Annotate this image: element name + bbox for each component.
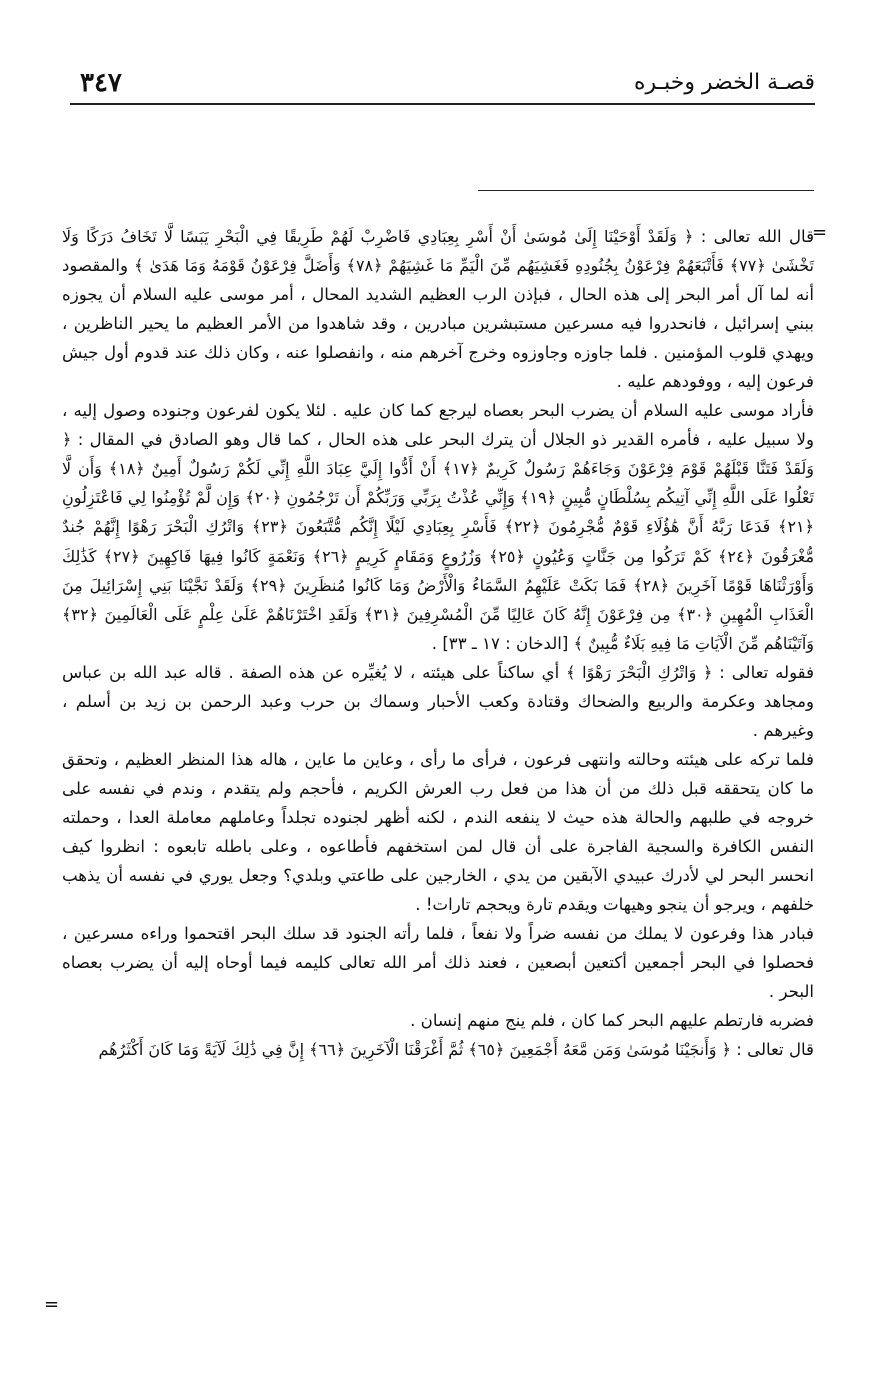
paragraph: قال تعالى : ﴿ وَأَنجَيْنَا مُوسَىٰ وَمَن مَّعَهُ أَجْمَعِينَ ﴿٦٥﴾ ثُمَّ أَغْرَقْنَا الْآخَرِينَ ﴿٦٦﴾ إِنَّ فِي ذَٰلِكَ لَآيَةً وَمَا كَانَ أَكْثَرُهُم: [98, 1040, 814, 1060]
paragraph: فضربه فارتطم عليهم البحر كما كان ، فلم ينج منهم إنسان .: [410, 1011, 814, 1031]
footnote-separator: [478, 190, 814, 191]
paragraph: فبادر هذا وفرعون لا يملك من نفسه ضراً ولا نفعاً ، فلما رأته الجنود قد سلك البحر اقتحموا وراءه مسرعين ، فحصلوا في البحر أجمعين أكتعين أبصعين ، فعند ذلك أمر الله تعالى كليمه فيما أوحاه إليه أن يضرب بعصاه البحر .: [62, 924, 814, 1002]
paragraph: قال الله تعالى : ﴿ وَلَقَدْ أَوْحَيْنَا إِلَىٰ مُوسَىٰ أَنْ أَسْرِ بِعِبَادِي فَاضْرِبْ لَهُمْ طَرِيقًا فِي الْبَحْرِ يَبَسًا لَّا تَخَافُ دَرَكًا وَلَا تَخْشَىٰ ﴿٧٧﴾ فَأَتْبَعَهُمْ فِرْعَوْنُ بِجُنُودِهِ فَغَشِيَهُم مِّنَ الْيَمِّ مَا غَشِيَهُمْ ﴿٧٨﴾ وَأَضَلَّ فِرْعَوْنُ قَوْمَهُ وَمَا هَدَىٰ ﴾ والمقصود أنه لما آل أمر البحر إلى هذه الحال ، فبإذن الرب العظيم الشديد المحال ، أمر موسى عليه السلام أن يجوزه ببني إسرائيل ، فانحدروا فيه مسرعين مستبشرين مبادرين ، وقد شاهدوا من الأمر العظيم ما يحير الناظرين ، ويهدي قلوب المؤمنين . فلما جاوزه وجاوزوه وخرج آخرهم منه ، وانفصلوا عنه ، وكان ذلك عند قدوم أول جيش فرعون إليه ، ووفودهم عليه .: [62, 227, 815, 392]
continuation-mark-top: =: [812, 222, 828, 243]
quran-verse: ﴿ وَلَقَدْ أَوْحَيْنَا إِلَىٰ مُوسَىٰ أَنْ أَسْرِ بِعِبَادِي فَاضْرِبْ لَهُمْ طَرِيقًا فِي الْبَحْرِ يَبَسًا لَّا تَخَافُ دَرَكًا وَلَا تَخْشَىٰ ﴿٧٧﴾ فَأَتْبَعَهُمْ فِرْعَوْنُ بِجُنُودِهِ فَغَشِيَهُم مِّنَ الْيَمِّ مَا غَشِيَهُمْ ﴿٧٨﴾ وَأَضَلَّ فِرْعَوْنُ قَوْمَهُ وَمَا هَدَىٰ ﴾: [62, 227, 815, 276]
paragraph: فقوله تعالى : ﴿ وَاتْرُكِ الْبَحْرَ رَهْوًا ﴾ أي ساكناً على هيئته ، لا يُغيِّره عن هذه الصفة . قاله عبد الله بن عباس ومجاهد وعكرمة والربيع والضحاك وقتادة وكعب الأحبار وسماك بن حرب وعبد الرحمن بن زيد بن أسلم ، وغيرهم .: [62, 662, 814, 740]
surah-citation: [الدخان : ١٧ ـ ٣٣] .: [431, 633, 574, 653]
quran-verse: ﴿ وَأَنجَيْنَا مُوسَىٰ وَمَن مَّعَهُ أَجْمَعِينَ ﴿٦٥﴾ ثُمَّ أَغْرَقْنَا الْآخَرِينَ ﴿٦٦﴾ إِنَّ فِي ذَٰلِكَ لَآيَةً وَمَا كَانَ أَكْثَرُهُم: [98, 1040, 731, 1060]
quran-verse: ﴿ وَلَقَدْ فَتَنَّا قَبْلَهُمْ قَوْمَ فِرْعَوْنَ وَجَاءَهُمْ رَسُولٌ كَرِيمٌ ﴿١٧﴾ أَنْ أَدُّوا إِلَيَّ عِبَادَ اللَّهِ إِنِّي لَكُمْ رَسُولٌ أَمِينٌ ﴿١٨﴾ وَأَن لَّا تَعْلُوا عَلَى اللَّهِ إِنِّي آتِيكُم بِسُلْطَانٍ مُّبِينٍ ﴿١٩﴾ وَإِنِّي عُذْتُ بِرَبِّي وَرَبِّكُمْ أَن تَرْجُمُونِ ﴿٢٠﴾ وَإِن لَّمْ تُؤْمِنُوا لِي فَاعْتَزِلُونِ ﴿٢١﴾ فَدَعَا رَبَّهُ أَنَّ هَٰؤُلَاءِ قَوْمٌ مُّجْرِمُونَ ﴿٢٢﴾ فَأَسْرِ بِعِبَادِي لَيْلًا إِنَّكُم مُّتَّبَعُونَ ﴿٢٣﴾ وَاتْرُكِ الْبَحْرَ رَهْوًا إِنَّهُمْ جُندٌ مُّغْرَقُونَ ﴿٢٤﴾ كَمْ تَرَكُوا مِن جَنَّاتٍ وَعُيُونٍ ﴿٢٥﴾ وَزُرُوعٍ وَمَقَامٍ كَرِيمٍ ﴿٢٦﴾ وَنَعْمَةٍ كَانُوا فِيهَا فَاكِهِينَ ﴿٢٧﴾ كَذَٰلِكَ وَأَوْرَثْنَاهَا قَوْمًا آخَرِينَ ﴿٢٨﴾ فَمَا بَكَتْ عَلَيْهِمُ السَّمَاءُ وَالْأَرْضُ وَمَا كَانُوا مُنظَرِينَ ﴿٢٩﴾ وَلَقَدْ نَجَّيْنَا بَنِي إِسْرَائِيلَ مِنَ الْعَذَابِ الْمُهِينِ ﴿٣٠﴾ مِن فِرْعَوْنَ إِنَّهُ كَانَ عَالِيًا مِّنَ الْمُسْرِفِينَ ﴿٣١﴾ وَلَقَدِ اخْتَرْنَاهُمْ عَلَىٰ عِلْمٍ عَلَى الْعَالَمِينَ ﴿٣٢﴾ وَآتَيْنَاهُم مِّنَ الْآيَاتِ مَا فِيهِ بَلَاءٌ مُّبِينٌ ﴾: [62, 430, 815, 653]
header-rule: [70, 103, 815, 105]
paragraph: فلما تركه على هيئته وحالته وانتهى فرعون ، فرأى ما رأى ، وعاين ما عاين ، هاله هذا المنظر العظيم ، وتحقق ما كان يتحققه قبل ذلك من أن هذا من فعل رب العرش الكريم ، فأحجم ولم يتقدم ، وندم في نفسه على خروجه في طلبهم والحالة هذه حيث لا ينفعه الندم ، لكنه أظهر لجنوده تجلداً وعاملهم معاملة العدا ، وحملته النفس الكافرة والسجية الفاجرة على أن قال لمن استخفهم فأطاعوه ، وعلى باطله تابعوه : انظروا كيف انحسر البحر لي لأدرك عبيدي الآبقين من يدي ، الخارجين على طاعتي وبلدي؟ وجعل يوري في نفسه أن يذهب خلفهم ، ويرجو أن ينجو وهيهات ويقدم تارة ويحجم تارات! .: [62, 749, 814, 915]
running-title: قصـة الخضر وخبـره: [633, 70, 815, 95]
paragraph: فأراد موسى عليه السلام أن يضرب البحر بعصاه ليرجع كما كان عليه . لئلا يكون لفرعون وجنوده وصول إليه ، ولا سبيل عليه ، فأمره القدير ذو الجلال أن يترك البحر على هذه الحال ، كما قال وهو الصادق في المقال : ﴿ وَلَقَدْ فَتَنَّا قَبْلَهُمْ قَوْمَ فِرْعَوْنَ وَجَاءَهُمْ رَسُولٌ كَرِيمٌ ﴿١٧﴾ أَنْ أَدُّوا إِلَيَّ عِبَادَ اللَّهِ إِنِّي لَكُمْ رَسُولٌ أَمِينٌ ﴿١٨﴾ وَأَن لَّا تَعْلُوا عَلَى اللَّهِ إِنِّي آتِيكُم بِسُلْطَانٍ مُّبِينٍ ﴿١٩﴾ وَإِنِّي عُذْتُ بِرَبِّي وَرَبِّكُمْ أَن تَرْجُمُونِ ﴿٢٠﴾ وَإِن لَّمْ تُؤْمِنُوا لِي فَاعْتَزِلُونِ ﴿٢١﴾ فَدَعَا رَبَّهُ أَنَّ هَٰؤُلَاءِ قَوْمٌ مُّجْرِمُونَ ﴿٢٢﴾ فَأَسْرِ بِعِبَادِي لَيْلًا إِنَّكُم مُّتَّبَعُونَ ﴿٢٣﴾ وَاتْرُكِ الْبَحْرَ رَهْوًا إِنَّهُمْ جُندٌ مُّغْرَقُونَ ﴿٢٤﴾ كَمْ تَرَكُوا مِن جَنَّاتٍ وَعُيُونٍ ﴿٢٥﴾ وَزُرُوعٍ وَمَقَامٍ كَرِيمٍ ﴿٢٦﴾ وَنَعْمَةٍ كَانُوا فِيهَا فَاكِهِينَ ﴿٢٧﴾ كَذَٰلِكَ وَأَوْرَثْنَاهَا قَوْمًا آخَرِينَ ﴿٢٨﴾ فَمَا بَكَتْ عَلَيْهِمُ السَّمَاءُ وَالْأَرْضُ وَمَا كَانُوا مُنظَرِينَ ﴿٢٩﴾ وَلَقَدْ نَجَّيْنَا بَنِي إِسْرَائِيلَ مِنَ الْعَذَابِ الْمُهِينِ ﴿٣٠﴾ مِن فِرْعَوْنَ إِنَّهُ كَانَ عَالِيًا مِّنَ الْمُسْرِفِينَ ﴿٣١﴾ وَلَقَدِ اخْتَرْنَاهُمْ عَلَىٰ عِلْمٍ عَلَى الْعَالَمِينَ ﴿٣٢﴾ وَآتَيْنَاهُم مِّنَ الْآيَاتِ مَا فِيهِ بَلَاءٌ مُّبِينٌ ﴾ [الدخان : ١٧ ـ ٣٣] .: [62, 401, 815, 653]
body-text: [62, 222, 814, 1064]
quran-verse: ﴿ وَاتْرُكِ الْبَحْرَ رَهْوًا ﴾: [566, 662, 713, 682]
continuation-mark-bottom: =: [44, 1294, 60, 1315]
page-header: [70, 66, 815, 106]
page-number: ٣٤٧: [80, 68, 122, 98]
